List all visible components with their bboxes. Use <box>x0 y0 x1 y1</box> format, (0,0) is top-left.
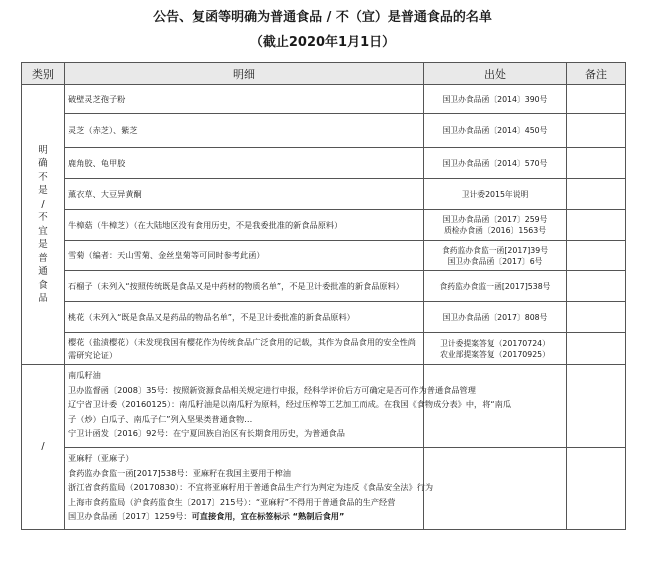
table-row <box>22 333 626 365</box>
source-line: 卫计委提案答复（20170724） <box>440 338 550 348</box>
category-char: 食 <box>38 279 48 291</box>
block-line: 浙江省食药监局（20170830）：不宜将亚麻籽用于普通食品生产行为判定为违反《食品安全法》行为 <box>68 482 434 493</box>
source-cell <box>424 271 567 302</box>
remark-cell <box>567 85 626 114</box>
remark-cell <box>567 241 626 271</box>
source-line: 食药监办食监一函[2017]39号 <box>441 245 549 255</box>
block-line-last <box>68 509 420 524</box>
detail-cell: 破壁灵芝孢子粉 <box>65 85 424 114</box>
category-char: / <box>41 198 45 210</box>
source-line: 食药监办食监一函[2017]538号 <box>439 281 551 291</box>
source-cell <box>424 179 567 210</box>
header-row <box>22 63 626 85</box>
source-cell <box>424 85 567 114</box>
source-line: 国卫办食品函〔2017〕808号 <box>442 312 548 322</box>
source-line: 质检办食函〔2016〕1563号 <box>443 226 547 235</box>
category-char: 品 <box>38 293 48 304</box>
detail-cell: 灵芝（赤芝）、紫芝 <box>65 114 424 148</box>
table-row <box>22 148 626 179</box>
header-detail: 明细 <box>65 63 424 85</box>
source-cell <box>424 333 567 365</box>
source-cell <box>424 241 567 271</box>
remark-cell <box>567 114 626 148</box>
remark-cell <box>567 148 626 179</box>
table-row <box>22 271 626 302</box>
category-char: 是 <box>38 185 48 196</box>
source-line: 国卫办食品函〔2017〕6号 <box>447 256 543 266</box>
page-subtitle: （截止2020年1月1日） <box>249 35 396 50</box>
category-char: 宜 <box>38 225 48 237</box>
block-line: 辽宁省卫计委（20160125）：南瓜籽油是以南瓜籽为原料，经过压榨等工艺加工而成。在我国《食物成分表》中，将“南瓜 <box>68 399 512 410</box>
source-cell <box>424 148 567 179</box>
source-cell <box>424 448 567 530</box>
detail-block-pumpkin-seed-oil <box>65 365 512 448</box>
detail-cell: 桃花（未列入“既是食品又是药品的物品名单”，不是卫计委批准的新食品原料） <box>65 302 424 333</box>
source-line: 国卫办食品函〔2017〕259号 <box>442 215 548 224</box>
source-cell <box>424 302 567 333</box>
source-cell <box>424 210 567 241</box>
detail-cell: 雪菊（编者：天山雪菊、金丝皇菊等可同时参考此函） <box>65 241 424 271</box>
table-row <box>22 302 626 333</box>
remark-cell <box>567 179 626 210</box>
block-title: 南瓜籽油 <box>68 370 101 380</box>
block-line-prefix: 国卫办食品函〔2017〕1259号： <box>68 511 192 522</box>
header-category: 类别 <box>22 63 65 85</box>
block-title: 亚麻籽（亚麻子） <box>68 453 134 463</box>
category-char: 明 <box>38 144 48 156</box>
remark-cell <box>567 365 626 448</box>
category-char: 通 <box>38 266 48 277</box>
detail-cell: 薰衣草、大豆异黄酮 <box>65 179 424 210</box>
table-row <box>22 365 626 448</box>
category-char: 普 <box>38 252 48 264</box>
block-line-emphasis: 可直接食用，宜在标签标示 “熟制后食用” <box>191 511 345 522</box>
block-line: 宁卫计函发〔2016〕92号：在宁夏回族自治区有长期食用历史，为普通食品 <box>68 428 345 439</box>
detail-block-flaxseed <box>65 448 434 530</box>
page-title: 公告、复函等明确为普通食品 / 不（宜）是普通食品的名单 <box>153 10 492 25</box>
category-char: 是 <box>38 239 48 250</box>
header-remark: 备注 <box>567 63 626 85</box>
table-row <box>22 241 626 271</box>
remark-cell <box>567 271 626 302</box>
block-line: 子（炒）白瓜子、南瓜子仁”列入坚果类普通食物… <box>68 413 253 424</box>
category-char: 确 <box>38 158 48 169</box>
category-cell-not-food <box>22 85 65 365</box>
table-row <box>22 179 626 210</box>
category-cell-slash: / <box>22 365 65 530</box>
detail-cell: 牛樟菇（牛樟芝）（在大陆地区没有食用历史，不是我委批准的新食品原料） <box>65 210 424 241</box>
remark-cell <box>567 210 626 241</box>
category-char: 不 <box>38 171 48 183</box>
header-source: 出处 <box>424 63 567 85</box>
block-line: 上海市食药监局（沪食药监食生〔2017〕215号）：“亚麻籽”不得用于普通食品的生产经营 <box>68 496 396 507</box>
table-row <box>22 85 626 114</box>
detail-cell: 樱花（盐渍樱花）（未发现我国有樱花作为传统食品广泛食用的记载，其作为食品食用的安全性尚需研究论证） <box>65 333 424 365</box>
table-row <box>22 114 626 148</box>
detail-cell: 石榴子（未列入“按照传统既是食品又是中药材的物质名单”，不是卫计委批准的新食品原料） <box>65 271 424 302</box>
source-line: 国卫办食品函〔2014〕570号 <box>442 158 548 168</box>
food-list-table <box>21 62 626 530</box>
source-cell <box>424 114 567 148</box>
table-row <box>22 448 626 530</box>
source-line: 国卫办食品函〔2014〕390号 <box>442 94 548 104</box>
remark-cell <box>567 302 626 333</box>
source-line: 国卫办食品函〔2014〕450号 <box>442 126 548 135</box>
block-line: 食药监办食监一函[2017]538号：亚麻籽在我国主要用于榨油 <box>68 467 291 478</box>
remark-cell <box>567 448 626 530</box>
category-char: 不 <box>38 212 48 223</box>
table-row <box>22 210 626 241</box>
source-line: 卫计委2015年说明 <box>461 189 529 199</box>
block-line: 卫办监督函〔2008〕35号：按照新资源食品相关规定进行申报，经科学评价后方可确定是否可作为普通食品管理 <box>68 384 476 395</box>
remark-cell <box>567 333 626 365</box>
source-line: 农业部提案答复（20170925） <box>440 349 550 359</box>
detail-cell: 鹿角胶、龟甲胶 <box>65 148 424 179</box>
